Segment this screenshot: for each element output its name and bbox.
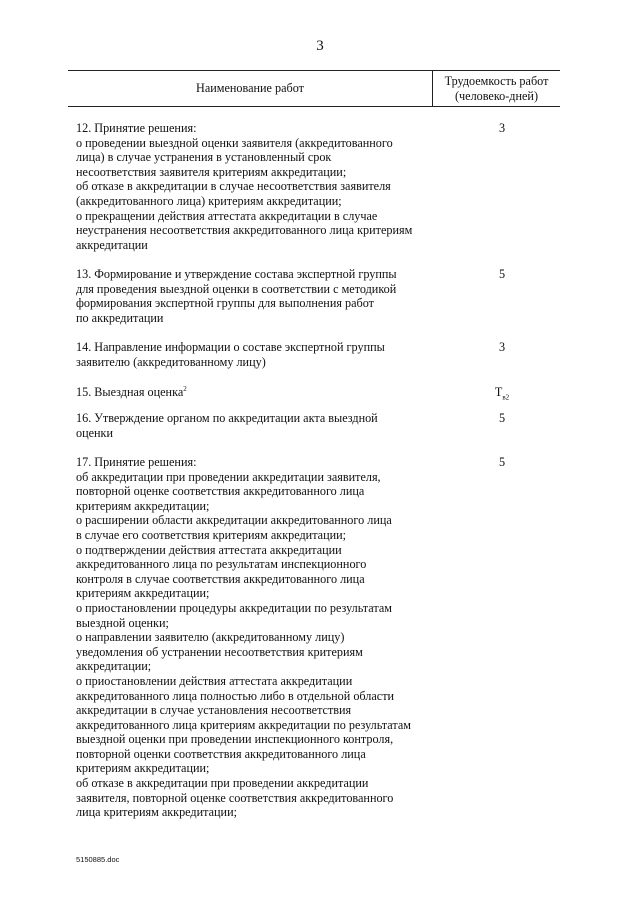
row-description (76, 340, 436, 369)
table-row-16 (76, 411, 546, 440)
table-header-rule (68, 106, 560, 107)
row-description (76, 267, 436, 325)
row-line: повторной оценки соответствия аккредитованного лица (76, 746, 366, 761)
row-line: об аккредитации при проведении аккредитации заявителя, (76, 469, 381, 484)
labor-symbol: Т (494, 385, 503, 399)
row-line: выездной оценки при проведении инспекционного контроля, (76, 732, 394, 747)
row-line: критериям аккредитации; (76, 761, 210, 776)
row-line: 14. Направление информации о составе экспертной группы (76, 340, 385, 354)
row-line: оценки (76, 425, 113, 440)
row-line: уведомления об устранении несоответствия критериям (76, 644, 363, 659)
row-line: о направлении заявителю (аккредитованному лицу) (76, 630, 345, 645)
header-labor-line2: (человеко-дней) (454, 89, 539, 103)
table-top-rule (68, 70, 560, 71)
row-line: аккредитации; (76, 659, 152, 674)
row-line: по аккредитации (76, 310, 164, 325)
row-line: для проведения выездной оценки в соответствии с методикой (76, 281, 397, 296)
row-line: о проведении выездной оценки заявителя (аккредитованного (76, 135, 393, 150)
row-description (76, 455, 436, 820)
row-labor: 3 (498, 340, 506, 354)
row-line: контроля в случае соответствия аккредитованного лица (76, 571, 365, 586)
row-line: 16. Утверждение органом по аккредитации акта выездной (76, 411, 378, 425)
page-number: 3 (316, 38, 324, 54)
row-line: критериям аккредитации; (76, 498, 210, 513)
row-line: лица) в случае устранения в установленный срок (76, 150, 332, 165)
footnote-marker: 2 (183, 384, 187, 393)
table-row-13 (76, 267, 546, 325)
row-line: 12. Принятие решения: (76, 121, 197, 135)
table-row-12 (76, 121, 546, 252)
row-line: аккредитованного лица критериям аккредитации по результатам (76, 717, 411, 732)
row-line: о расширении области аккредитации аккредитованного лица (76, 513, 392, 528)
row-line: выездной оценки; (76, 615, 169, 630)
row-line: об отказе в аккредитации при проведении аккредитации (76, 776, 369, 791)
labor-subscript: в2 (502, 393, 510, 402)
row-description (76, 121, 436, 252)
row-labor: 5 (498, 411, 506, 425)
row-description (76, 385, 436, 400)
row-line: аккредитации в случае установления несоответствия (76, 703, 352, 718)
row-line: о приостановлении процедуры аккредитации по результатам (76, 600, 392, 615)
row-line: неустранения несоответствия аккредитованного лица критериям (76, 223, 413, 238)
row-line: формирования экспертной группы для выполнения работ (76, 296, 374, 311)
row-labor: 5 (498, 455, 506, 469)
row-line: 17. Принятие решения: (76, 455, 197, 469)
row-line: (аккредитованного лица) критериям аккредитации; (76, 193, 342, 208)
table-row-15 (76, 385, 546, 400)
row-line: в случае его соответствия критериям аккредитации; (76, 527, 347, 542)
row-description (76, 411, 436, 440)
row-labor: 3 (498, 121, 506, 135)
row-line-text: 15. Выездная оценка (76, 385, 184, 399)
header-labor (433, 74, 560, 104)
row-line: о подтверждении действия аттестата аккредитации (76, 542, 342, 557)
header-work-name: Наименование работ (196, 81, 304, 95)
row-line: об отказе в аккредитации в случае несоответствия заявителя (76, 179, 391, 194)
header-labor-line1: Трудоемкость работ (444, 74, 549, 88)
document-filename: 5150885.doc (76, 855, 120, 864)
row-line: повторной оценке соответствия аккредитованного лица (76, 484, 365, 499)
row-line: о приостановлении действия аттестата аккредитации (76, 673, 353, 688)
row-line: заявителю (аккредитованному лицу) (76, 354, 266, 369)
table-row-17 (76, 455, 546, 820)
row-line: о прекращении действия аттестата аккредитации в случае (76, 208, 378, 223)
row-line: аккредитованного лица по результатам инспекционного (76, 557, 367, 572)
row-line: аккредитации (76, 237, 148, 252)
row-line: критериям аккредитации; (76, 586, 210, 601)
row-line (76, 385, 436, 400)
row-labor: 5 (498, 267, 506, 281)
row-line: несоответствия заявителя критериям аккредитации; (76, 164, 347, 179)
row-line: 13. Формирование и утверждение состава экспертной группы (76, 267, 397, 281)
row-line: заявителя, повторной оценке соответствия аккредитованного (76, 790, 394, 805)
row-line: аккредитованного лица полностью либо в отдельной области (76, 688, 395, 703)
row-line: лица критериям аккредитации; (76, 805, 237, 820)
row-labor (494, 385, 510, 400)
table-row-14 (76, 340, 546, 369)
